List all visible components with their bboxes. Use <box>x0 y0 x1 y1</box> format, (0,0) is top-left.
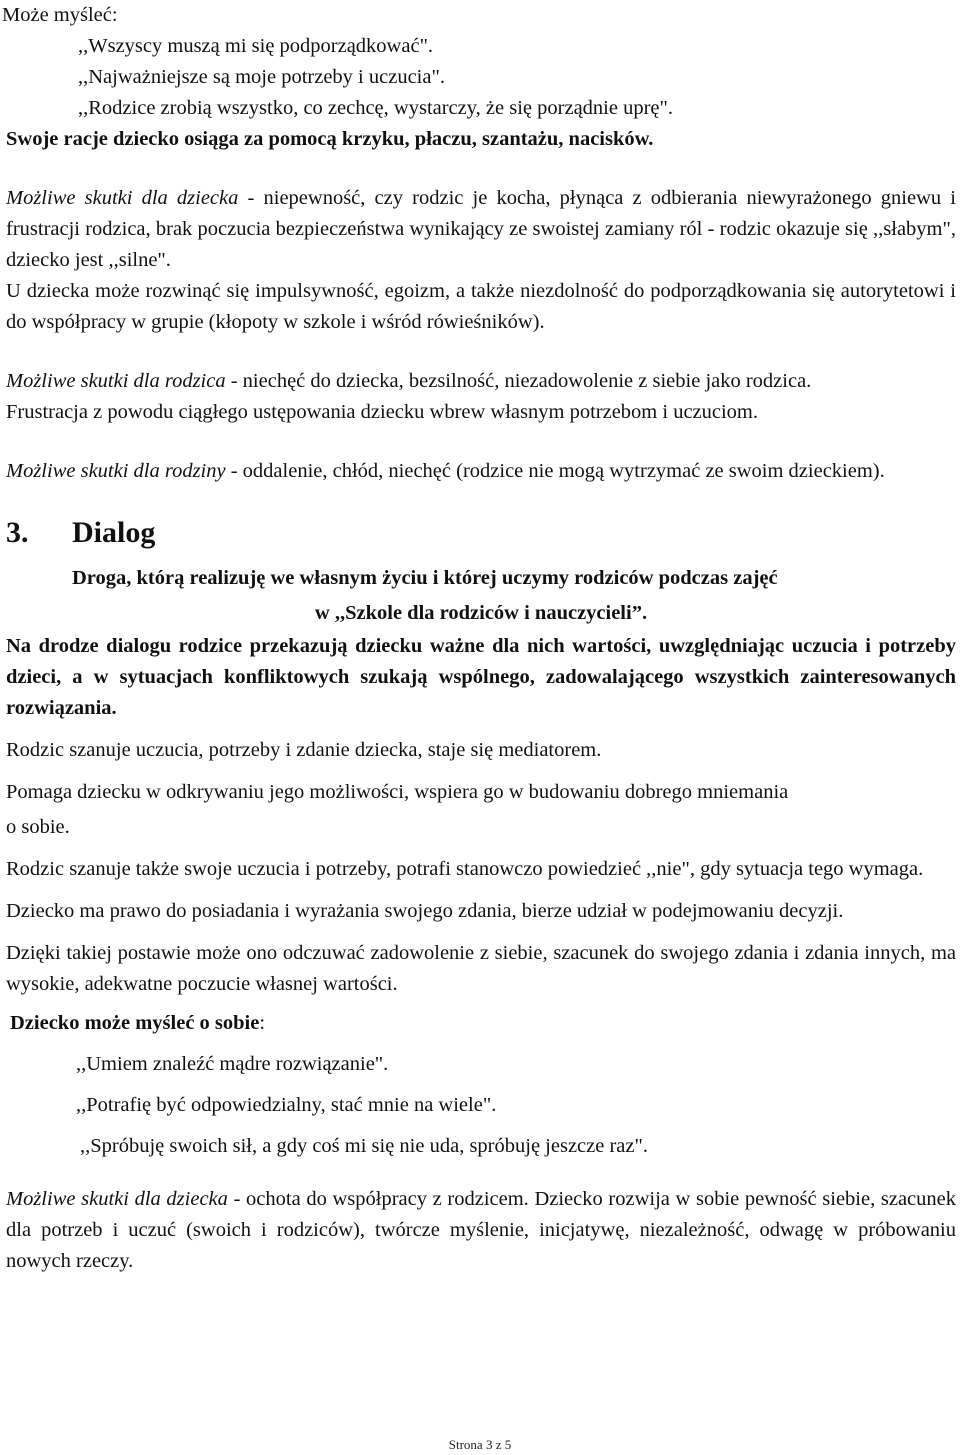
dialog-paragraph-2b: o sobie. <box>6 816 70 838</box>
self-quote: ,,Umiem znaleźć mądre rozwiązanie". <box>76 1053 389 1075</box>
effects-parent-paragraph-2: Frustracja z powodu ciągłego ustępowania dziecku wbrew własnym potrzebom i uczuciom. <box>6 401 759 423</box>
final-effects-paragraph <box>6 1184 956 1277</box>
think-lead <box>6 1008 956 1039</box>
dialog-paragraph-5: Dzięki takiej postawie może ono odczuwać zadowolenie z siebie, szacunek do swojego zdania i zdania innych, ma wysokie, adekwatne poczucie własnej wartości. <box>6 942 956 995</box>
document-page <box>2 0 957 1277</box>
effects-family-label: Możliwe skutki dla rodziny <box>6 460 226 482</box>
section-subtitle-line-2: w ,,Szkole dla rodziców i nauczycieli”. <box>314 602 648 624</box>
dialog-paragraph-4: Dziecko ma prawo do posiadania i wyrażania swojego zdania, bierze udział w podejmowaniu decyzji. <box>6 900 844 922</box>
intro-bold-line: Swoje racje dziecko osiąga za pomocą krzyku, płaczu, szantażu, nacisków. <box>6 128 654 150</box>
self-quote: ,,Spróbuję swoich sił, a gdy coś mi się nie uda, spróbuję jeszcze raz". <box>80 1135 648 1157</box>
section-number: 3. <box>6 516 29 549</box>
effects-child-paragraph <box>6 183 956 276</box>
effects-child-text: - niepewność, czy rodzic je kocha, płynąca z odbierania niewyrażonego gniewu i frustracji rodzica, brak poczucia bezpieczeństwa wynikający ze swoistej zamiany ról - rodzic okazuje się ,,słabym", dziecko jest ,,silne". <box>6 187 956 271</box>
section-subtitle-line-1: Droga, którą realizuję we własnym życiu i której uczymy rodziców podczas zajęć <box>72 567 778 589</box>
dialog-paragraph-2a: Pomaga dziecku w odkrywaniu jego możliwości, wspiera go w budowaniu dobrego mniemania <box>6 781 789 803</box>
effects-child-label: Możliwe skutki dla dziecka <box>6 187 239 209</box>
effects-parent-label: Możliwe skutki dla rodzica <box>6 370 226 392</box>
section-heading <box>6 513 956 553</box>
final-effects-text: - ochota do współpracy z rodzicem. Dziecko rozwija w sobie pewność siebie, szacunek dla potrzeb i uczuć (swoich i rodziców), twórcze myślenie, inicjatywę, niezależność, odwagę w próbowaniu nowych rzeczy. <box>6 1188 957 1272</box>
effects-parent-text: - niechęć do dziecka, bezsilność, niezadowolenie z siebie jako rodzica. <box>225 370 812 392</box>
think-colon: : <box>259 1012 266 1034</box>
effects-parent-paragraph <box>6 366 956 397</box>
effects-family-text: - oddalenie, chłód, niechęć (rodzice nie mogą wytrzymać ze swoim dzieckiem). <box>225 460 885 482</box>
effects-child-paragraph-2: U dziecka może rozwinąć się impulsywność, egoizm, a także niezdolność do podporządkowania się autorytetowi i do współpracy w grupie (kłopoty w szkole i wśród rówieśników). <box>6 280 956 333</box>
self-quote: ,,Potrafię być odpowiedzialny, stać mnie na wiele". <box>76 1094 497 1116</box>
effects-family-paragraph <box>6 456 956 487</box>
think-label: Dziecko może myśleć o sobie <box>10 1012 260 1034</box>
intro-quote: ,,Najważniejsze są moje potrzeby i uczucia". <box>78 66 445 88</box>
section-title: Dialog <box>72 516 156 549</box>
dialog-paragraph-3: Rodzic szanuje także swoje uczucia i potrzeby, potrafi stanowczo powiedzieć ,,nie", gdy sytuacja tego wymaga. <box>6 858 924 880</box>
dialog-bold-paragraph: Na drodze dialogu rodzice przekazują dziecku ważne dla nich wartości, uwzględniając uczucia i potrzeby dzieci, a w sytuacjach konfliktowych szukają wspólnego, zadowalającego wszystkich zainteresowanych rozwiązania. <box>6 635 956 719</box>
intro-quote: ,,Rodzice zrobią wszystko, co zechcę, wystarczy, że się porządnie uprę". <box>78 97 674 119</box>
final-effects-label: Możliwe skutki dla dziecka <box>6 1188 228 1210</box>
intro-quote: ,,Wszyscy muszą mi się podporządkować". <box>78 35 434 57</box>
page-footer: Strona 3 z 5 <box>448 1437 512 1452</box>
dialog-paragraph-1: Rodzic szanuje uczucia, potrzeby i zdanie dziecka, staje się mediatorem. <box>6 739 602 761</box>
intro-lead: Może myśleć: <box>2 4 118 26</box>
